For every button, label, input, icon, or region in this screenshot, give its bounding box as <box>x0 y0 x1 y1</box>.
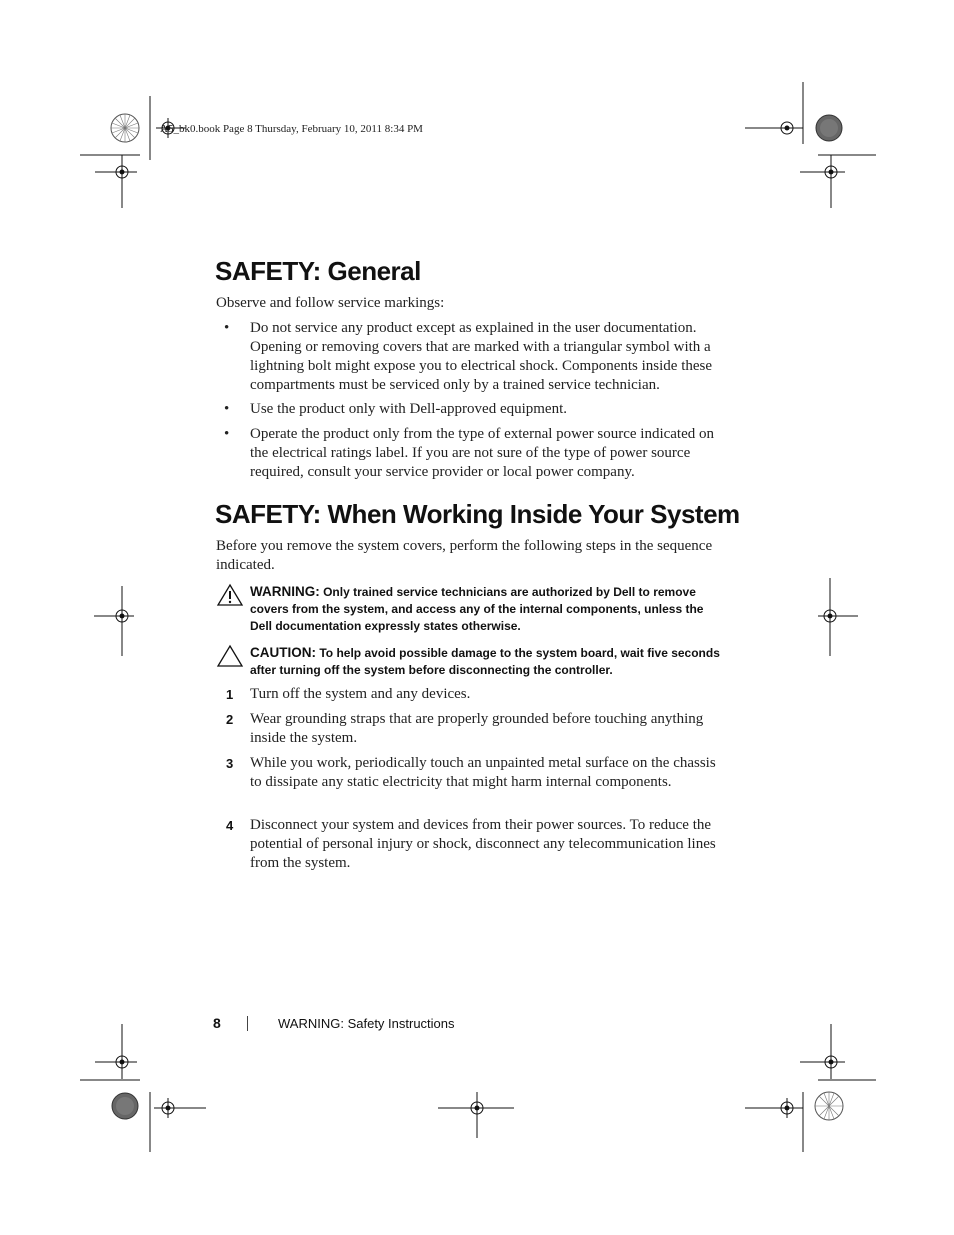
general-intro: Observe and follow service markings: <box>216 295 445 311</box>
bullet-text: Use the product only with Dell-approved equipment. <box>250 401 568 417</box>
crop-mark-icon <box>80 1024 140 1084</box>
step-text: Wear grounding straps that are properly grounded before touching anything inside the system. <box>250 711 704 746</box>
step-text: Disconnect your system and devices from their power sources. To reduce the potential of personal injury or shock, disconnect any telecommunication lines from the system. <box>250 817 716 871</box>
crosshair-mark-icon <box>94 586 134 656</box>
heading-working-inside: SAFETY: When Working Inside Your System <box>215 499 740 529</box>
step-number: 1 <box>226 687 234 702</box>
bullet-icon: • <box>224 320 230 336</box>
bullet-icon: • <box>224 426 230 442</box>
step-number: 4 <box>226 818 234 833</box>
list-item <box>216 425 721 482</box>
footer-divider <box>247 1016 248 1031</box>
step-item <box>216 685 721 704</box>
page-number: 8 <box>213 1015 221 1031</box>
step-item <box>216 710 721 748</box>
registration-target-icon <box>106 1084 210 1154</box>
list-item <box>216 400 721 419</box>
step-number: 2 <box>226 712 234 727</box>
bullet-icon: • <box>224 401 230 417</box>
print-file-info: A5_bk0.book Page 8 Thursday, February 10, 2011 8:34 PM <box>160 123 423 135</box>
caution-text: To help avoid possible damage to the system board, wait five seconds after turning off the system before disconnecting the controller. <box>250 646 720 677</box>
crosshair-mark-icon <box>438 1092 518 1138</box>
list-item <box>216 319 721 395</box>
caution-triangle-icon <box>216 644 244 673</box>
warning-label: WARNING: <box>250 584 320 599</box>
footer-section-title: WARNING: Safety Instructions <box>278 1016 455 1031</box>
step-number: 3 <box>226 756 234 771</box>
crosshair-mark-icon <box>818 578 858 656</box>
step-item <box>216 754 721 792</box>
warning-text: Only trained service technicians are authorized by Dell to remove covers from the system, and access any of the internal components, unless the Dell documentation expressly states otherwise. <box>250 585 704 633</box>
crop-mark-icon <box>800 150 876 210</box>
inside-intro: Before you remove the system covers, perform the following steps in the sequence indicated. <box>216 538 713 573</box>
caution-label: CAUTION: <box>250 645 316 660</box>
step-item <box>216 816 721 873</box>
bullet-text: Operate the product only from the type of external power source indicated on the electrical ratings label. If you are not sure of the type of power source required, consult your service provider or local power company. <box>250 426 714 480</box>
warning-notice <box>216 583 721 635</box>
heading-safety-general: SAFETY: General <box>215 256 421 286</box>
step-text: Turn off the system and any devices. <box>250 686 471 702</box>
warning-triangle-icon <box>216 583 244 612</box>
step-text: While you work, periodically touch an unpainted metal surface on the chassis to dissipate any static electricity that might harm internal components. <box>250 755 716 790</box>
caution-notice <box>216 644 721 679</box>
bullet-text: Do not service any product except as explained in the user documentation. Opening or removing covers that are marked with a triangular symbol with a lightning bolt might expose you to electrical shock. Components inside these compartments must be serviced only by a trained service technician. <box>250 320 713 393</box>
registration-target-icon <box>745 1084 845 1154</box>
crop-mark-icon <box>800 1024 876 1084</box>
crop-mark-icon <box>80 150 140 210</box>
